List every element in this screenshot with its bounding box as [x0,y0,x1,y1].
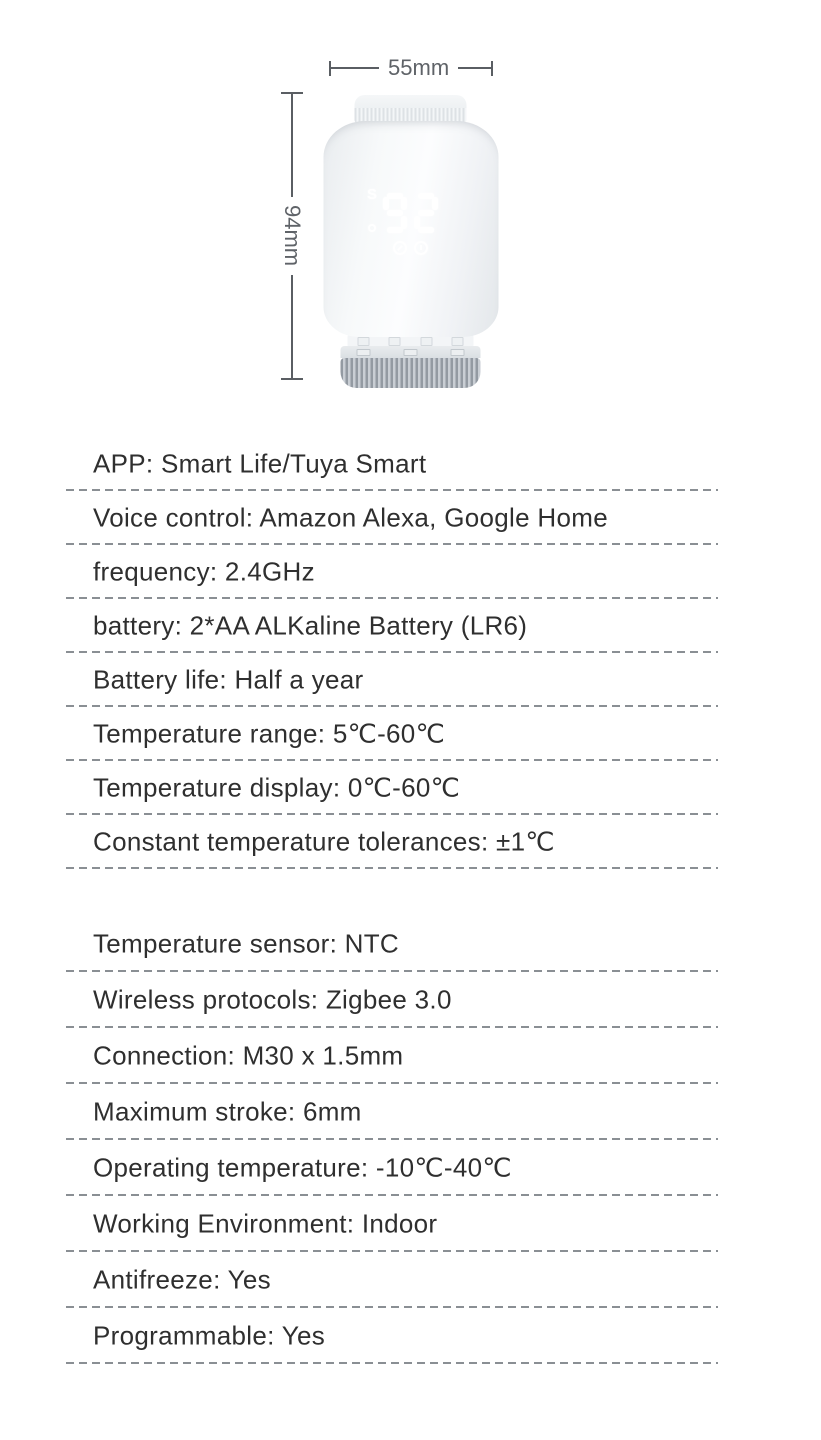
spec-row-temperature-display [66,761,718,815]
spec-text: Programmable: Yes [93,1320,326,1351]
display-status-icons [383,241,438,255]
spec-row-working-environment [66,1196,718,1252]
product-figure [0,0,821,437]
spec-row-app [66,437,718,491]
device-body [323,121,498,337]
spec-list [66,437,718,1364]
width-dimension [329,55,493,81]
display-digit [414,193,438,233]
spec-row-connection [66,1028,718,1084]
mode-indicator: S [367,186,378,203]
spec-text: Connection: M30 x 1.5mm [93,1040,404,1071]
spec-text: frequency: 2.4GHz [93,556,315,587]
device-knob [355,95,467,123]
dashed-divider [66,867,718,869]
spec-text: APP: Smart Life/Tuya Smart [93,448,427,479]
spec-text: Temperature sensor: NTC [93,928,400,959]
spec-text: Battery life: Half a year [93,664,364,695]
spec-row-operating-temperature [66,1140,718,1196]
height-dimension-label: 94mm [280,205,305,267]
knob-top-surface [355,95,467,108]
spec-row-antifreeze [66,1252,718,1308]
signal-icon [393,241,407,255]
dimension-line [331,67,380,69]
neck-notch [452,337,464,346]
neck-notch [420,337,432,346]
spec-text: battery: 2*AA ALKaline Battery (LR6) [93,610,528,641]
spec-row-temperature-sensor [66,916,718,972]
spec-section-1 [66,437,718,869]
dimension-line [458,67,490,69]
spec-row-voice-control [66,491,718,545]
collar-knurled-ring [341,358,481,388]
spec-text: Wireless protocols: Zigbee 3.0 [93,984,452,1015]
spec-text: Voice control: Amazon Alexa, Google Home [93,502,608,533]
clock-icon [414,241,428,255]
spec-text: Working Environment: Indoor [93,1208,438,1239]
collar-tab [357,349,371,356]
spec-row-battery-life [66,653,718,707]
spec-row-battery [66,599,718,653]
display-digits [383,193,438,233]
dimension-cap-bottom [281,378,303,380]
spec-row-temperature-range [66,707,718,761]
width-dimension-label: 55mm [388,55,450,80]
dimension-cap-right [491,61,493,76]
height-dimension [280,92,304,380]
thermostatic-valve-device [323,95,498,388]
spec-text: Constant temperature tolerances: ±1℃ [93,826,555,857]
collar-tab [450,349,464,356]
degree-icon [368,224,376,232]
neck-notch [389,337,401,346]
collar-tab [403,349,417,356]
led-display [367,186,438,255]
dashed-divider [66,1362,718,1364]
spec-row-frequency [66,545,718,599]
spec-row-programmable [66,1308,718,1364]
dimension-line [291,94,293,197]
display-digit [383,193,407,233]
spec-text: Operating temperature: -10℃-40℃ [93,1152,512,1183]
spec-text: Temperature range: 5℃-60℃ [93,718,446,749]
device-collar [341,346,481,388]
spec-row-temperature-tolerance [66,815,718,869]
spec-row-wireless-protocols [66,972,718,1028]
neck-notch [357,337,369,346]
spec-text: Maximum stroke: 6mm [93,1096,362,1127]
collar-rim [341,346,481,358]
spec-row-maximum-stroke [66,1084,718,1140]
dimension-line [291,275,293,378]
spec-text: Temperature display: 0℃-60℃ [93,772,461,803]
spec-section-2 [66,916,718,1364]
spec-text: Antifreeze: Yes [93,1264,271,1295]
